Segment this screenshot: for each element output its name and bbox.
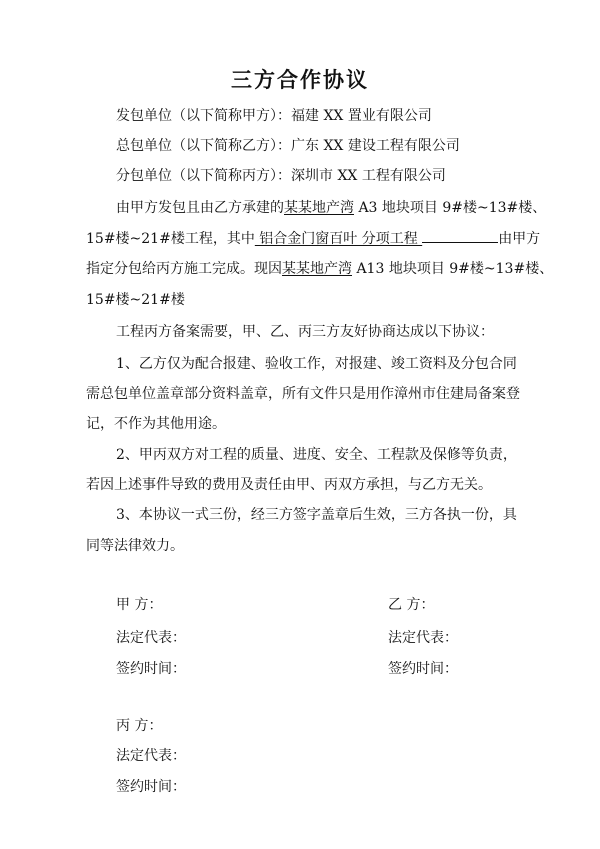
intro-text: 指定分包给丙方施工完成。现因: [86, 261, 282, 277]
party-bing-label: 分包单位（以下简称丙方）：: [116, 168, 291, 184]
party-yi-value: 广东 XX 建设工程有限公司: [291, 138, 460, 154]
party-bing-line: [116, 166, 446, 186]
sign-jia-label: 甲 方：: [116, 597, 163, 613]
sign-bing-label: 丙 方：: [116, 718, 163, 734]
intro-line-2: [86, 228, 540, 249]
intro-line-3: [86, 259, 553, 279]
clause3-line-1: 3、本协议一式三份，经三方签字盖章后生效，三方各执一份，具: [116, 507, 517, 523]
sign-jia-rep-label: 法定代表：: [116, 630, 186, 646]
sign-bing-rep-label: 法定代表：: [116, 748, 186, 764]
sign-yi-label: 乙 方：: [388, 597, 435, 613]
sign-bing-date-label: 签约时间：: [116, 779, 186, 795]
document-title: 三方合作协议: [231, 67, 369, 92]
intro-text: 15#楼~21#楼工程，其中: [86, 231, 255, 247]
intro-text: A3 地块项目 9#楼~13#楼、: [354, 200, 547, 216]
clause1-line-3: 记，不作为其他用途。: [86, 416, 226, 432]
clause3-line-2: 同等法律效力。: [86, 538, 184, 554]
clause2-line-2: 若因上述事件导致的费用及责任由甲、丙双方承担，与乙方无关。: [86, 477, 492, 493]
underline-blank: [422, 228, 498, 243]
intro-text: 由甲方发包且由乙方承建的: [116, 200, 284, 216]
party-jia-value: 福建 XX 置业有限公司: [291, 108, 432, 124]
party-yi-label: 总包单位（以下简称乙方）：: [116, 138, 291, 154]
intro-text: 15#楼~21#楼: [86, 292, 185, 308]
project-name: 某某地产湾: [282, 261, 352, 277]
intro-text: 由甲方: [498, 231, 541, 247]
clause1-line-1: 1、乙方仅为配合报建、验收工作，对报建、竣工资料及分包合同: [116, 356, 517, 372]
project-name: 某某地产湾: [284, 200, 354, 216]
clause1-line-2: 需总包单位盖章部分资料盖章，所有文件只是用作漳州市住建局备案登: [86, 386, 520, 402]
sign-yi-date-label: 签约时间：: [388, 661, 458, 677]
clause2-line-1: 2、甲丙双方对工程的质量、进度、安全、工程款及保修等负责，: [116, 447, 517, 463]
sign-jia-date-label: 签约时间：: [116, 661, 186, 677]
party-jia-label: 发包单位（以下简称甲方）：: [116, 108, 291, 124]
party-yi-line: [116, 136, 460, 156]
party-jia-line: [116, 106, 432, 126]
intro-line-1: [116, 198, 546, 218]
intro-text: A13 地块项目 9#楼~13#楼、: [352, 261, 554, 277]
intro-line-4: [86, 290, 185, 310]
reason-line: 工程丙方备案需要，甲、乙、丙三方友好协商达成以下协议：: [116, 324, 494, 340]
sign-yi-rep-label: 法定代表：: [388, 630, 458, 646]
party-bing-value: 深圳市 XX 工程有限公司: [291, 168, 446, 184]
work-item: 铝合金门窗百叶 分项工程: [254, 231, 423, 247]
